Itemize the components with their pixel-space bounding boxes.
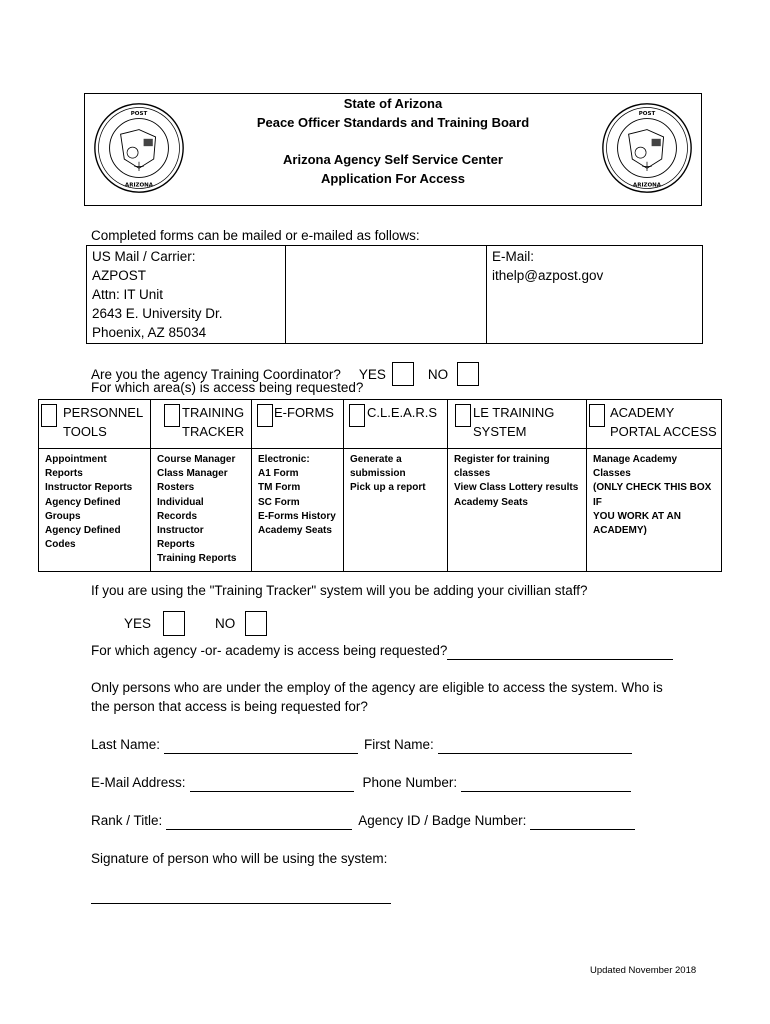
header-center: Arizona Agency Self Service Center <box>283 152 503 167</box>
civilian-no-label: NO <box>215 615 236 631</box>
azpost-seal-icon <box>601 102 693 194</box>
eligibility-line2: the person that access is being requested for? <box>91 699 368 714</box>
email-field[interactable] <box>190 775 354 792</box>
area-title: TRACKER <box>182 424 245 439</box>
area-item: TM Form <box>258 482 301 494</box>
area-item: Rosters <box>157 482 195 494</box>
area-item: Individual <box>157 496 204 508</box>
first-name-field[interactable] <box>438 737 632 754</box>
area-checkbox-eforms[interactable] <box>257 404 273 427</box>
agency-id-label: Agency ID / Badge Number: <box>358 813 527 828</box>
area-item: Codes <box>45 539 76 551</box>
mail-heading: US Mail / Carrier: <box>92 249 196 264</box>
signature-field[interactable] <box>91 903 391 904</box>
area-item: Academy Seats <box>258 525 332 537</box>
svg-text:POST: POST <box>638 110 656 117</box>
area-title: C.L.E.A.R.S <box>367 405 438 420</box>
phone-label: Phone Number: <box>362 775 458 790</box>
area-item: YOU WORK AT AN <box>593 510 681 522</box>
area-checkbox-le-training[interactable] <box>455 404 471 427</box>
email-heading: E-Mail: <box>492 249 535 264</box>
header-application: Application For Access <box>321 171 465 186</box>
area-item: Appointment <box>45 454 107 465</box>
coordinator-no-label: NO <box>427 366 449 382</box>
rank-row <box>91 813 635 830</box>
blank-cell <box>286 246 487 344</box>
area-item: classes <box>454 468 491 480</box>
contact-table <box>86 245 703 344</box>
area-items-clears <box>344 449 448 572</box>
area-item: Class Manager <box>157 468 228 480</box>
area-item: (ONLY CHECK THIS BOX IF <box>593 482 712 508</box>
header-board: Peace Officer Standards and Training Board <box>256 115 530 130</box>
area-item: Agency Defined <box>45 496 121 508</box>
first-name-label: First Name: <box>364 737 434 752</box>
civilian-yes-checkbox[interactable] <box>163 611 185 636</box>
mail-line: 2643 E. University Dr. <box>92 306 223 321</box>
rank-field[interactable] <box>166 813 352 830</box>
mail-line: Phoenix, AZ 85034 <box>92 325 207 340</box>
svg-text:ARIZONA: ARIZONA <box>124 182 154 189</box>
area-item: Training Reports <box>157 553 237 565</box>
agency-row <box>91 643 673 660</box>
civilian-question: If you are using the "Training Tracker" system will you be adding your civillian staff? <box>91 583 588 598</box>
svg-text:ARIZONA: ARIZONA <box>632 182 662 189</box>
area-item: SC Form <box>258 496 300 508</box>
coordinator-yes-label: YES <box>358 366 386 382</box>
coordinator-yes-checkbox[interactable] <box>392 362 414 386</box>
area-title: TRAINING <box>182 405 245 420</box>
area-item: A1 Form <box>258 468 299 480</box>
area-item: Instructor Reports <box>45 482 133 494</box>
areas-question: For which area(s) is access being requested? <box>91 380 364 395</box>
header-state: State of Arizona <box>343 96 443 111</box>
agency-id-field[interactable] <box>530 813 635 830</box>
area-checkbox-training-tracker[interactable] <box>164 404 180 427</box>
area-title: PERSONNEL <box>63 405 144 420</box>
area-item: Agency Defined <box>45 525 121 537</box>
name-row <box>91 737 632 754</box>
area-items-personnel <box>39 449 151 572</box>
area-items-le-training <box>448 449 587 572</box>
areas-table <box>38 399 722 572</box>
area-item: Records <box>157 510 198 522</box>
header-box <box>84 93 702 206</box>
area-item: Reports <box>157 539 195 551</box>
area-title: TOOLS <box>63 424 107 439</box>
civilian-row <box>124 610 267 636</box>
area-item: Instructor <box>157 525 204 537</box>
rank-label: Rank / Title: <box>91 813 163 828</box>
area-title: ACADEMY <box>610 405 675 420</box>
area-item: Groups <box>45 510 81 522</box>
signature-label: Signature of person who will be using the system: <box>91 851 388 866</box>
area-item: submission <box>350 468 406 480</box>
area-item: Reports <box>45 468 83 480</box>
area-title: LE TRAINING <box>473 405 555 420</box>
phone-field[interactable] <box>461 775 631 792</box>
area-item: Course Manager <box>157 454 236 465</box>
area-item: View Class Lottery results <box>454 482 579 494</box>
area-checkbox-clears[interactable] <box>349 404 365 427</box>
contact-row <box>91 775 631 792</box>
mail-line: AZPOST <box>92 268 147 283</box>
civilian-no-checkbox[interactable] <box>245 611 267 636</box>
mail-line: Attn: IT Unit <box>92 287 164 302</box>
agency-question: For which agency -or- academy is access being requested? <box>91 643 448 658</box>
email-label: E-Mail Address: <box>91 775 186 790</box>
email-value: ithelp@azpost.gov <box>492 268 604 283</box>
eligibility-line1: Only persons who are under the employ of the agency are eligible to access the system. Who is <box>91 680 663 695</box>
area-items-eforms <box>252 449 344 572</box>
coordinator-no-checkbox[interactable] <box>457 362 479 386</box>
area-item: Generate a <box>350 454 402 465</box>
area-checkbox-personnel[interactable] <box>41 404 57 427</box>
area-checkbox-academy[interactable] <box>589 404 605 427</box>
last-name-label: Last Name: <box>91 737 161 752</box>
coordinator-question: Are you the agency Training Coordinator? <box>91 366 341 382</box>
agency-field[interactable] <box>447 643 673 660</box>
area-item: Manage Academy Classes <box>593 454 678 480</box>
area-item: E-Forms History <box>258 510 336 522</box>
area-item: Electronic: <box>258 454 310 465</box>
intro-text: Completed forms can be mailed or e-mailed as follows: <box>91 228 420 243</box>
svg-text:POST: POST <box>130 110 148 117</box>
area-title: PORTAL ACCESS <box>610 424 717 439</box>
area-title: E-FORMS <box>274 405 334 420</box>
civilian-yes-label: YES <box>124 615 152 631</box>
area-item: ACADEMY) <box>593 525 647 537</box>
last-name-field[interactable] <box>164 737 358 754</box>
area-items-training-tracker <box>151 449 252 572</box>
area-item: Pick up a report <box>350 482 426 494</box>
footer-updated: Updated November 2018 <box>590 965 697 976</box>
area-item: Register for training <box>454 454 550 465</box>
area-item: Academy Seats <box>454 496 528 508</box>
area-title: SYSTEM <box>473 424 527 439</box>
area-items-academy <box>587 449 722 572</box>
